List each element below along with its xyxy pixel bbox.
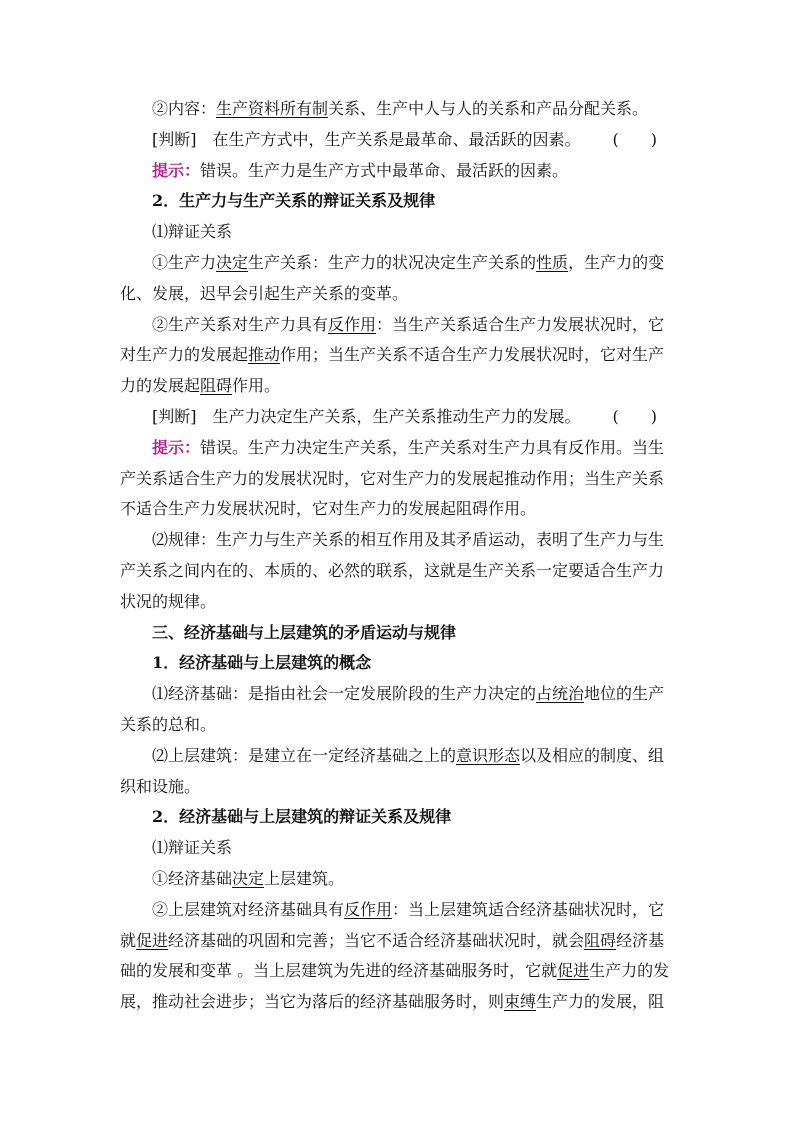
underlined-term: 决定: [216, 252, 249, 272]
judgment-text: 生产力决定生产关系，生产关系推动生产力的发展。: [212, 406, 581, 426]
text: 关系、生产中人与人的关系和产品分配关系。: [328, 99, 649, 118]
paragraph-base-decides: [120, 864, 676, 895]
underlined-term: 阻碍: [200, 376, 233, 396]
section-heading: 2．经济基础与上层建筑的辩证关系及规律: [152, 807, 452, 827]
text: 地位的生产关系的总和。: [120, 684, 665, 734]
hint-text: 错误。生产力决定生产关系，生产关系对生产力具有反作用。当生产关系适合生产力的发展状况时，它对生产力的发展起推动作用；当生产关系不适合生产力发展状况时，它对生产力的发展起阻碍作用。: [120, 437, 665, 519]
text: ⑵上层建筑：是建立在一定经济基础之上的: [152, 745, 457, 765]
text: ①生产力: [152, 252, 217, 272]
hint-text: 错误。生产力是生产方式中最革命、最活跃的因素。: [200, 160, 569, 180]
answer-blank: ( ): [612, 129, 658, 149]
text: 经济基础的巩固和完善；当它不适合经济基础状况时，就会: [168, 930, 585, 950]
subheading: ⑴辩证关系: [152, 838, 233, 858]
underlined-term: 阻碍: [584, 930, 617, 950]
section-heading: 2．生产力与生产关系的辩证关系及规律: [152, 191, 436, 211]
underlined-term: 束缚: [504, 992, 537, 1012]
paragraph-law: ⑵规律：生产力与生产关系的相互作用及其矛盾运动，表明了生产力与生产关系之间内在的、本质的、必然的联系，这就是生产关系一定要适合生产力状况的规律。: [120, 530, 665, 611]
hint-label: 提示：: [152, 160, 201, 180]
text: 经济基础的发展和变革 。当上层建筑为先进的经济基础服务时，它就: [120, 930, 665, 981]
underlined-term: 性质: [536, 252, 569, 272]
text: ②上层建筑对经济基础具有: [152, 899, 345, 919]
text: ⑴经济基础：是指由社会一定发展阶段的生产力决定的: [152, 684, 537, 704]
underlined-term: 生产资料所有制: [216, 99, 329, 118]
text: 作用；当生产关系不适合生产力发展状况时，它对生产力的发展起: [120, 345, 665, 396]
underlined-term: 反作用: [344, 899, 393, 919]
hint-label: 提示：: [152, 437, 201, 457]
judgment-tag: [判断]: [152, 129, 197, 149]
hint-2: [120, 433, 676, 525]
text: 生产力的发展，阻: [536, 992, 665, 1012]
underlined-term: 占统治: [536, 684, 585, 704]
paragraph-superstructure: [120, 741, 676, 803]
text: ①经济基础: [152, 868, 233, 888]
judgment-text: 在生产方式中，生产关系是最革命、最活跃的因素。: [212, 129, 581, 149]
text: ：当上层建筑适合经济基础状况时，它就: [120, 899, 665, 950]
text: 生产力的发展，推动社会进步；当它为落后的经济基础服务时，则: [120, 961, 670, 1012]
section-heading: 1．经济基础与上层建筑的概念: [152, 653, 372, 673]
text: ：当生产关系适合生产力发展状况时，它对生产力的发展起: [120, 314, 665, 365]
judgment-1: [120, 125, 676, 156]
text: 生产关系：生产力的状况决定生产关系的: [248, 252, 537, 272]
underlined-term: 反作用: [328, 314, 377, 334]
judgment-tag: [判断]: [152, 406, 197, 426]
paragraph-economic-base: [120, 679, 676, 741]
paragraph-content-relations: [120, 94, 676, 125]
paragraph-productivity-decides: [120, 248, 676, 310]
text: 以及相应的制度、组织和设施。: [120, 745, 665, 796]
text: 上层建筑。: [264, 868, 345, 888]
underlined-term: 推动: [248, 345, 281, 365]
section-heading: 三、经济基础与上层建筑的矛盾运动与规律: [152, 622, 457, 642]
underlined-term: 促进: [557, 961, 590, 981]
underlined-term: 促进: [136, 930, 169, 950]
text: ②生产关系对生产力具有: [152, 314, 329, 334]
paragraph-superstructure-reaction: [120, 895, 676, 1018]
text: 作用。: [232, 376, 281, 396]
underlined-term: 决定: [232, 868, 265, 888]
judgment-2: [120, 402, 676, 433]
text: ②内容：: [152, 99, 217, 118]
hint-1: [120, 156, 676, 187]
underlined-term: 意识形态: [456, 745, 521, 765]
subheading: ⑴辩证关系: [152, 222, 233, 242]
text: ，生产力的变化、发展，迟早会引起生产关系的变革。: [120, 252, 665, 303]
answer-blank: ( ): [612, 406, 658, 426]
document-body: [120, 94, 676, 1018]
paragraph-reaction: [120, 310, 676, 402]
